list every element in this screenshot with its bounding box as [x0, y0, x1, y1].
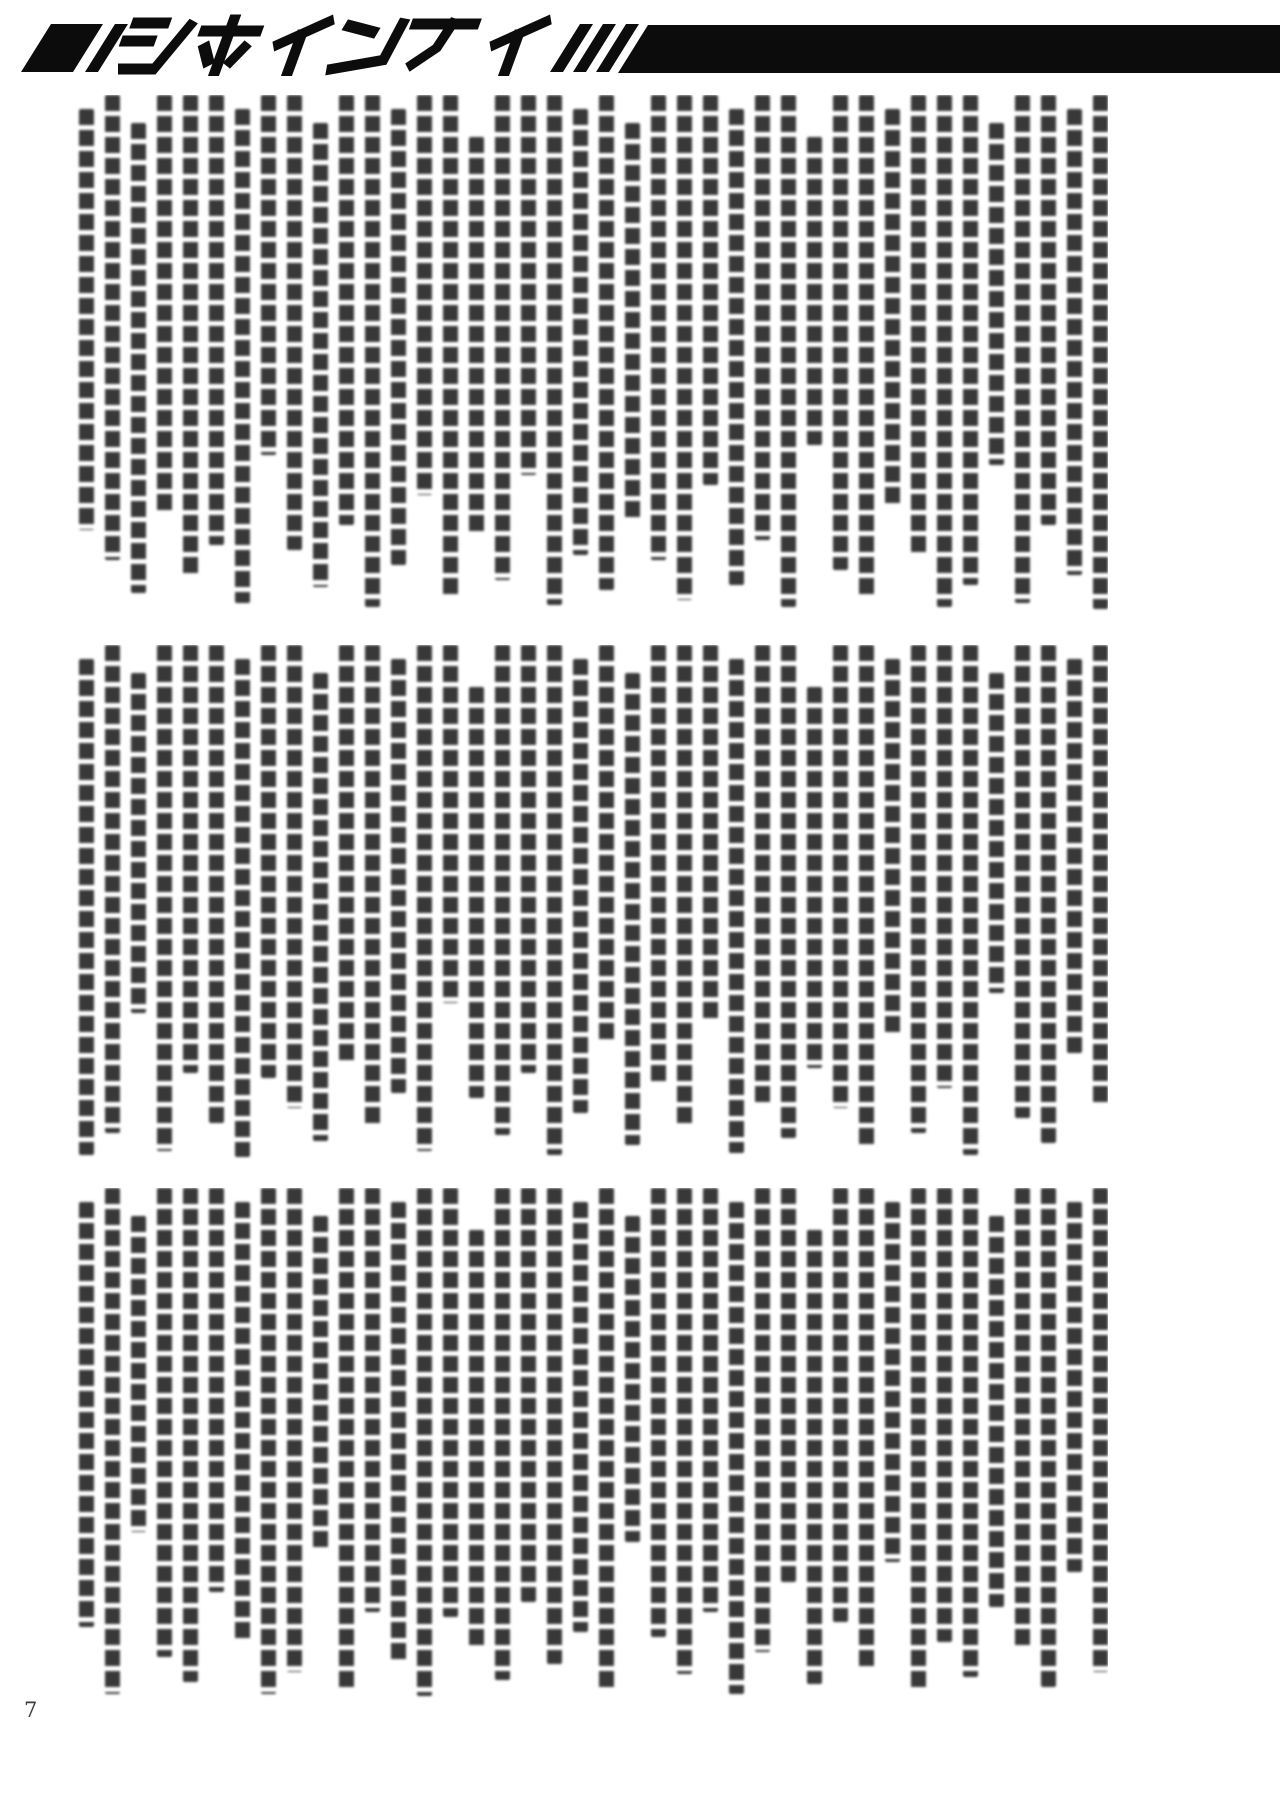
- logo-glyphs-icon: [118, 14, 570, 76]
- greeked-text-column: [859, 95, 874, 595]
- greeked-text-column: [1067, 109, 1082, 575]
- greeked-text-column: [235, 659, 250, 1157]
- greeked-text-column: [963, 645, 978, 1155]
- greeked-text-column: [625, 673, 640, 1145]
- greeked-text-column: [807, 687, 822, 1068]
- text-band-1: [56, 95, 1108, 615]
- greeked-text-column: [209, 95, 224, 545]
- text-band-2: [56, 645, 1108, 1163]
- greeked-text-column: [573, 659, 588, 1113]
- page-number: 7: [24, 1698, 38, 1722]
- greeked-text-column: [1015, 1188, 1030, 1647]
- greeked-text-column: [677, 645, 692, 1128]
- greeked-text-column: [911, 645, 926, 1133]
- greeked-text-column: [547, 1188, 562, 1664]
- greeked-text-column: [469, 687, 484, 1098]
- greeked-text-column: [963, 95, 978, 585]
- greeked-text-column: [105, 1188, 120, 1694]
- greeked-text-column: [443, 1188, 458, 1617]
- greeked-text-column: [1041, 95, 1056, 525]
- greeked-text-column: [885, 1202, 900, 1562]
- greeked-text-column: [937, 645, 952, 1088]
- greeked-text-column: [729, 1202, 744, 1694]
- greeked-text-column: [131, 1216, 146, 1532]
- greeked-text-column: [339, 95, 354, 525]
- greeked-text-column: [1015, 645, 1030, 1118]
- greeked-text-column: [781, 645, 796, 1138]
- greeked-text-column: [1093, 95, 1108, 609]
- greeked-text-column: [495, 1188, 510, 1680]
- greeked-text-column: [157, 1188, 172, 1657]
- greeked-text-column: [313, 1216, 328, 1552]
- greeked-text-column: [209, 645, 224, 1123]
- greeked-text-column: [911, 1188, 926, 1692]
- greeked-text-column: [79, 109, 94, 530]
- greeked-text-column: [651, 95, 666, 560]
- greeked-text-column: [677, 95, 692, 600]
- greeked-text-column: [339, 645, 354, 1063]
- greeked-text-column: [391, 109, 406, 565]
- greeked-text-column: [989, 1216, 1004, 1607]
- greeked-text-column: [313, 673, 328, 1141]
- greeked-text-column: [807, 1230, 822, 1684]
- text-band-3: [56, 1188, 1108, 1702]
- greeked-text-column: [417, 645, 432, 1151]
- greeked-text-column: [885, 109, 900, 505]
- greeked-text-column: [755, 95, 770, 540]
- greeked-text-column: [651, 645, 666, 1083]
- greeked-text-column: [365, 1188, 380, 1612]
- greeked-text-column: [287, 1188, 302, 1672]
- greeked-text-column: [521, 95, 536, 475]
- greeked-text-column: [911, 95, 926, 555]
- greeked-text-column: [105, 645, 120, 1133]
- greeked-text-column: [989, 123, 1004, 465]
- greeked-text-column: [703, 645, 718, 1023]
- greeked-text-column: [599, 95, 614, 590]
- greeked-text-column: [833, 1188, 848, 1622]
- greeked-text-column: [157, 645, 172, 1151]
- greeked-text-column: [1093, 645, 1108, 1103]
- greeked-text-column: [703, 1188, 718, 1612]
- greeked-text-column: [885, 659, 900, 1033]
- greeked-text-column: [599, 1188, 614, 1690]
- greeked-text-column: [261, 1188, 276, 1694]
- greeked-text-column: [807, 137, 822, 445]
- greeked-text-column: [287, 95, 302, 550]
- greeked-text-column: [79, 659, 94, 1155]
- greeked-text-column: [443, 645, 458, 1003]
- greeked-text-column: [365, 645, 380, 1125]
- banner-bar: [618, 25, 1280, 73]
- greeked-text-column: [677, 1188, 692, 1674]
- greeked-text-column: [495, 95, 510, 580]
- greeked-text-column: [1041, 1188, 1056, 1687]
- greeked-text-column: [651, 1188, 666, 1637]
- greeked-text-column: [1067, 659, 1082, 1053]
- greeked-text-column: [469, 137, 484, 535]
- greeked-text-column: [1041, 645, 1056, 1143]
- greeked-text-column: [573, 109, 588, 555]
- greeked-text-column: [391, 1202, 406, 1662]
- greeked-text-column: [183, 1188, 198, 1682]
- greeked-text-column: [365, 95, 380, 607]
- greeked-text-column: [729, 659, 744, 1153]
- greeked-text-column: [131, 123, 146, 593]
- greeked-text-column: [781, 1188, 796, 1582]
- greeked-text-column: [209, 1188, 224, 1592]
- greeked-text-column: [1093, 1188, 1108, 1672]
- greeked-text-column: [157, 95, 172, 515]
- greeked-text-column: [521, 1188, 536, 1602]
- greeked-text-column: [287, 645, 302, 1108]
- greeked-text-column: [859, 645, 874, 1148]
- greeked-text-column: [755, 1188, 770, 1652]
- greeked-text-column: [833, 95, 848, 570]
- greeked-text-column: [703, 95, 718, 485]
- greeked-text-column: [183, 645, 198, 1073]
- greeked-text-column: [417, 95, 432, 495]
- greeked-text-column: [989, 673, 1004, 993]
- greeked-text-column: [261, 95, 276, 455]
- greeked-text-column: [105, 95, 120, 560]
- greeked-text-column: [183, 95, 198, 577]
- greeked-text-column: [1015, 95, 1030, 603]
- greeked-text-column: [781, 95, 796, 607]
- greeked-text-column: [729, 109, 744, 585]
- greeked-text-column: [937, 1188, 952, 1642]
- greeked-text-column: [261, 645, 276, 1078]
- greeked-text-column: [963, 1188, 978, 1677]
- greeked-text-column: [547, 645, 562, 1155]
- greeked-text-column: [755, 645, 770, 1103]
- greeked-text-column: [859, 1188, 874, 1667]
- greeked-text-column: [625, 123, 640, 520]
- greeked-text-column: [391, 659, 406, 1093]
- greeked-text-column: [469, 1230, 484, 1647]
- logo: [118, 14, 570, 76]
- greeked-text-column: [1067, 1202, 1082, 1572]
- greeked-text-column: [599, 645, 614, 1043]
- greeked-text-column: [495, 645, 510, 1135]
- greeked-text-column: [573, 1202, 588, 1632]
- greeked-text-column: [235, 109, 250, 603]
- greeked-text-column: [131, 673, 146, 1013]
- header-banner: [0, 0, 1280, 82]
- greeked-text-column: [547, 95, 562, 605]
- greeked-text-column: [443, 95, 458, 597]
- greeked-text-column: [313, 123, 328, 587]
- greeked-text-column: [625, 1216, 640, 1542]
- greeked-text-column: [235, 1202, 250, 1642]
- greeked-text-column: [79, 1202, 94, 1627]
- greeked-text-column: [521, 645, 536, 1073]
- greeked-text-column: [833, 645, 848, 1108]
- greeked-text-column: [339, 1188, 354, 1690]
- greeked-text-column: [417, 1188, 432, 1696]
- greeked-text-column: [937, 95, 952, 607]
